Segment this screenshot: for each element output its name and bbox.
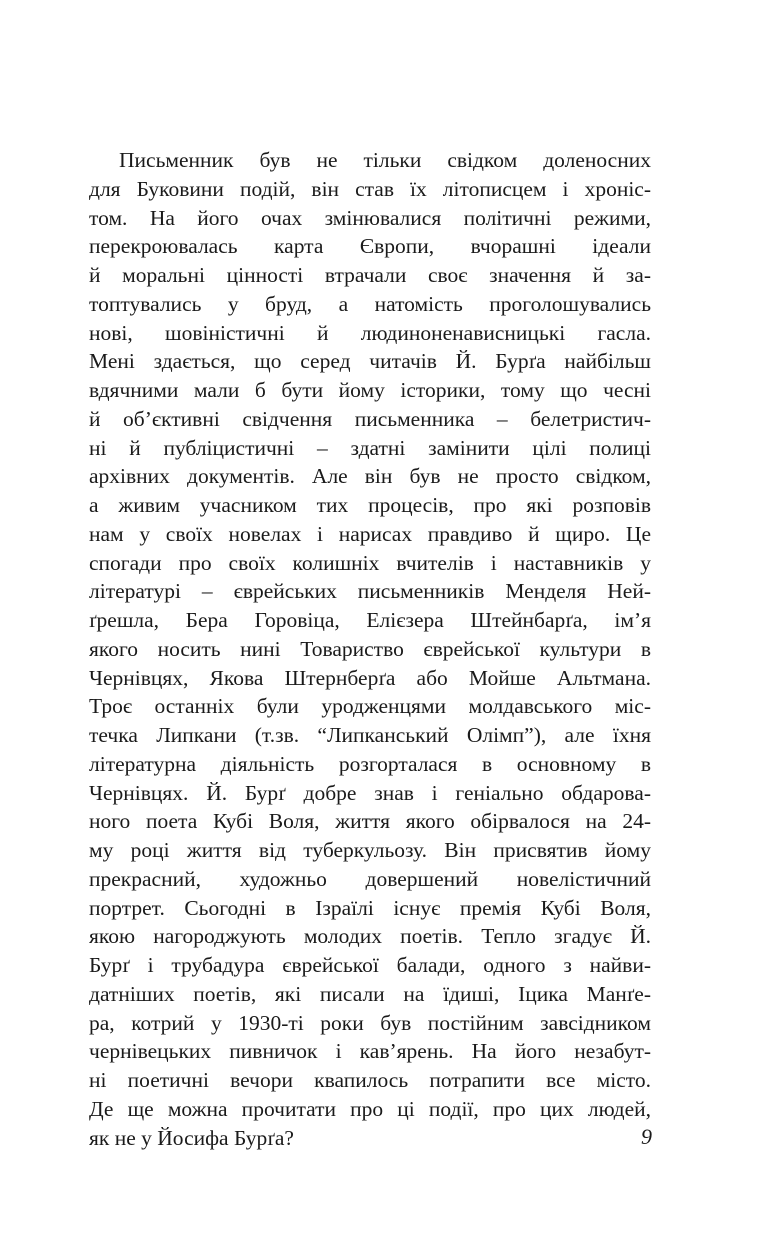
text-line-19: Чернівцях, Якова Штернберґа або Мойше Альтмана. xyxy=(89,665,651,690)
text-line-18: якого носить нині Товариство єврейської культури в xyxy=(89,636,651,661)
text-line-13: а живим учасником тих процесів, про які розповів xyxy=(89,493,651,517)
text-line-12: архівних документів. Але він був не просто свідком, xyxy=(89,464,651,489)
text-line-30: датніших поетів, які писали на їдиші, Іцика Манґе- xyxy=(89,981,651,1006)
text-line-6: топтувались у бруд, а натомість проголошувались xyxy=(89,291,651,316)
text-line-34: Де ще можна прочитати про ці події, про цих людей, xyxy=(89,1096,651,1121)
text-line-35: як не у Йосифа Бурґа? xyxy=(89,1125,294,1150)
text-line-32: чернівецьких пивничок і кав’ярень. На його незабут- xyxy=(89,1039,651,1064)
text-line-31: ра, котрий у 1930-ті роки був постійним завсідником xyxy=(89,1010,651,1035)
page-number: 9 xyxy=(641,1124,652,1149)
text-line-21: течка Липкани (т.зв. “Липканський Олімп”), але їхня xyxy=(89,723,651,747)
text-line-25: му році життя від туберкульозу. Він присвятив йому xyxy=(89,838,651,862)
text-line-10: й об’єктивні свідчення письменника – белетристич- xyxy=(89,406,651,431)
text-line-5: й моральні цінності втрачали своє значення й за- xyxy=(89,263,651,287)
text-line-14: нам у своїх новелах і нарисах правдиво й щиро. Це xyxy=(89,521,651,546)
text-line-11: ні й публіцистичні – здатні замінити цілі полиці xyxy=(89,435,651,460)
text-line-26: прекрасний, художньо довершений новелістичний xyxy=(89,866,651,891)
text-line-1: Письменник був не тільки свідком доленосних xyxy=(119,148,651,172)
text-line-29: Бурґ і трубадура єврейської балади, одного з найви- xyxy=(89,953,651,977)
text-line-33: ні поетичні вечори квапилось потрапити все місто. xyxy=(89,1068,651,1092)
text-line-17: ґрешла, Бера Горовіца, Елієзера Штейнбарґа, ім’я xyxy=(89,608,651,632)
body-paragraph xyxy=(89,146,651,1152)
text-line-3: том. На його очах змінювалися політичні режими, xyxy=(89,205,651,230)
text-line-9: вдячними мали б бути йому історики, тому що чесні xyxy=(89,378,651,402)
text-line-22: літературна діяльність розгорталася в основному в xyxy=(89,751,651,776)
text-line-24: ного поета Кубі Воля, життя якого обірвалося на 24- xyxy=(89,809,651,834)
text-line-16: літературі – єврейських письменників Менделя Ней- xyxy=(89,579,651,604)
text-line-7: нові, шовіністичні й людиноненависницькі гасла. xyxy=(89,320,651,345)
text-line-20: Троє останніх були уродженцями молдавського міс- xyxy=(89,694,651,719)
text-line-8: Мені здається, що серед читачів Й. Бурґа найбільш xyxy=(89,349,651,374)
text-line-4: перекроювалась карта Європи, вчорашні ідеали xyxy=(89,234,651,259)
text-line-15: спогади про своїх колишніх вчителів і наставників у xyxy=(89,550,651,575)
text-line-27: портрет. Сьогодні в Ізраїлі існує премія Кубі Воля, xyxy=(89,895,651,920)
text-line-28: якою нагороджують молодих поетів. Тепло згадує Й. xyxy=(89,924,651,949)
text-line-23: Чернівцях. Й. Бурґ добре знав і геніально обдарова- xyxy=(89,780,651,805)
text-line-2: для Буковини подій, він став їх літописцем і хроніс- xyxy=(89,176,651,201)
